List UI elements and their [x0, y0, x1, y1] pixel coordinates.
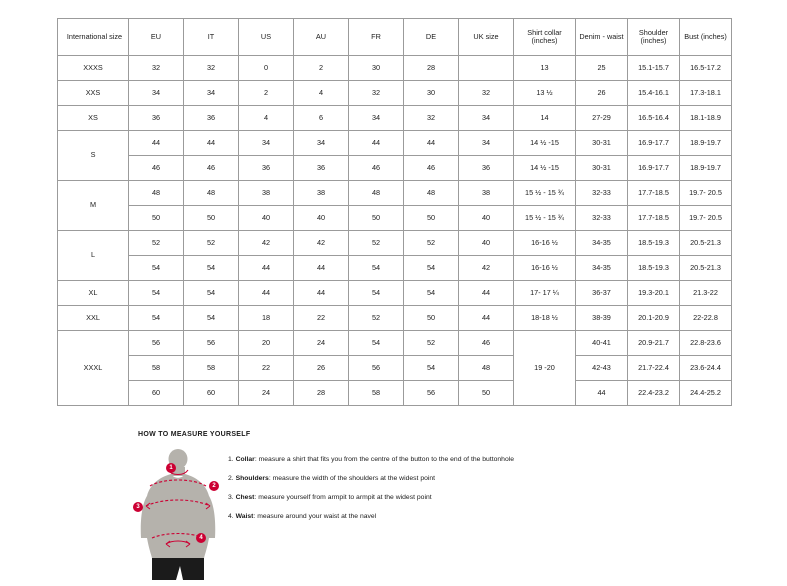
- table-cell: 34: [459, 131, 514, 156]
- size-label-cell: XXL: [58, 306, 129, 331]
- measure-instruction-item: [228, 513, 738, 521]
- instruction-number: 2.: [228, 474, 234, 482]
- table-cell: 60: [129, 381, 184, 406]
- table-cell: 18-18 ½: [514, 306, 576, 331]
- table-cell: 40: [459, 206, 514, 231]
- measure-instruction-list: [228, 446, 738, 532]
- table-cell: 54: [404, 256, 459, 281]
- table-cell: 44: [404, 131, 459, 156]
- instruction-text: : measure yourself from armpit to armpit at the widest point: [254, 493, 432, 501]
- table-cell: 58: [129, 356, 184, 381]
- column-header-5: FR: [349, 19, 404, 56]
- table-cell: 32-33: [576, 181, 628, 206]
- table-cell: 20.9-21.7: [628, 331, 680, 356]
- callout-4: 4: [196, 533, 206, 543]
- table-cell: 46: [404, 156, 459, 181]
- table-cell: 42: [459, 256, 514, 281]
- table-cell: 14 ½ -15: [514, 156, 576, 181]
- table-cell: 15 ½ - 15 ¾: [514, 181, 576, 206]
- table-cell: 34-35: [576, 231, 628, 256]
- column-header-4: AU: [294, 19, 349, 56]
- table-cell: 52: [404, 231, 459, 256]
- table-cell: 18.5-19.3: [628, 231, 680, 256]
- table-cell: 54: [404, 356, 459, 381]
- table-cell: 14 ½ -15: [514, 131, 576, 156]
- size-label-cell: XXXL: [58, 331, 129, 406]
- how-to-measure-body: [138, 446, 738, 571]
- table-cell: 16.9-17.7: [628, 156, 680, 181]
- table-cell: 30: [404, 81, 459, 106]
- table-cell: 36: [239, 156, 294, 181]
- table-cell: 58: [349, 381, 404, 406]
- table-cell: 50: [404, 206, 459, 231]
- column-header-7: UK size: [459, 19, 514, 56]
- table-cell: 42: [294, 231, 349, 256]
- size-chart-table: [57, 18, 732, 406]
- size-label-cell: XL: [58, 281, 129, 306]
- table-cell: 32: [129, 56, 184, 81]
- table-cell: 48: [404, 181, 459, 206]
- table-cell: 19 -20: [514, 331, 576, 406]
- table-cell: 15.4-16.1: [628, 81, 680, 106]
- table-cell: 48: [459, 356, 514, 381]
- table-row: [58, 81, 732, 106]
- how-to-measure-title: HOW TO MEASURE YOURSELF: [138, 431, 251, 438]
- size-chart-container: [57, 18, 731, 406]
- table-cell: 34: [239, 131, 294, 156]
- table-cell: 46: [129, 156, 184, 181]
- table-cell: 56: [184, 331, 239, 356]
- table-cell: 21.7-22.4: [628, 356, 680, 381]
- table-cell: 32-33: [576, 206, 628, 231]
- table-cell: 18.9-19.7: [680, 156, 732, 181]
- table-cell: 36: [129, 106, 184, 131]
- table-cell: 38-39: [576, 306, 628, 331]
- table-cell: 38: [294, 181, 349, 206]
- measure-instruction-item: [228, 494, 738, 502]
- table-header-row: [58, 19, 732, 56]
- column-header-3: US: [239, 19, 294, 56]
- table-cell: 25: [576, 56, 628, 81]
- table-cell: 36: [459, 156, 514, 181]
- table-cell: 17.7-18.5: [628, 181, 680, 206]
- table-cell: 26: [576, 81, 628, 106]
- table-cell: 34: [184, 81, 239, 106]
- table-cell: 17.7-18.5: [628, 206, 680, 231]
- table-body: [58, 56, 732, 406]
- table-cell: 48: [349, 181, 404, 206]
- table-cell: 24.4-25.2: [680, 381, 732, 406]
- callout-3: 3: [133, 502, 143, 512]
- table-cell: 34: [349, 106, 404, 131]
- table-cell: 16.5-16.4: [628, 106, 680, 131]
- table-cell: [459, 56, 514, 81]
- table-cell: 15.1-15.7: [628, 56, 680, 81]
- table-cell: 32: [184, 56, 239, 81]
- table-cell: 54: [129, 256, 184, 281]
- table-cell: 48: [184, 181, 239, 206]
- table-cell: 44: [294, 281, 349, 306]
- table-cell: 44: [459, 281, 514, 306]
- table-cell: 28: [294, 381, 349, 406]
- table-cell: 54: [404, 281, 459, 306]
- table-cell: 24: [239, 381, 294, 406]
- how-to-measure-section: [138, 431, 738, 571]
- table-cell: 34: [459, 106, 514, 131]
- table-cell: 20.5-21.3: [680, 231, 732, 256]
- table-cell: 54: [349, 281, 404, 306]
- table-row: [58, 356, 732, 381]
- table-cell: 30-31: [576, 131, 628, 156]
- table-cell: 44: [239, 256, 294, 281]
- measure-instruction-item: [228, 475, 738, 483]
- table-cell: 20.1-20.9: [628, 306, 680, 331]
- table-cell: 18.9-19.7: [680, 131, 732, 156]
- table-cell: 54: [184, 281, 239, 306]
- table-cell: 34: [129, 81, 184, 106]
- table-cell: 54: [349, 331, 404, 356]
- table-cell: 32: [459, 81, 514, 106]
- table-cell: 13: [514, 56, 576, 81]
- size-label-cell: S: [58, 131, 129, 181]
- column-header-10: Shoulder (inches): [628, 19, 680, 56]
- table-cell: 30: [349, 56, 404, 81]
- table-cell: 44: [349, 131, 404, 156]
- torso-illustration: [138, 446, 228, 581]
- table-cell: 60: [184, 381, 239, 406]
- column-header-8: Shirt collar (inches): [514, 19, 576, 56]
- instruction-text: : measure the width of the shoulders at the widest point: [268, 474, 436, 482]
- table-cell: 22-22.8: [680, 306, 732, 331]
- table-cell: 42-43: [576, 356, 628, 381]
- table-cell: 24: [294, 331, 349, 356]
- table-cell: 13 ½: [514, 81, 576, 106]
- table-cell: 52: [404, 331, 459, 356]
- table-cell: 4: [239, 106, 294, 131]
- table-cell: 16.5-17.2: [680, 56, 732, 81]
- table-cell: 18.5-19.3: [628, 256, 680, 281]
- table-cell: 20: [239, 331, 294, 356]
- table-row: [58, 256, 732, 281]
- table-cell: 2: [294, 56, 349, 81]
- table-cell: 19.7- 20.5: [680, 206, 732, 231]
- table-cell: 54: [184, 256, 239, 281]
- table-cell: 50: [129, 206, 184, 231]
- instruction-text: : measure a shirt that fits you from the centre of the button to the end of the buttonhole: [254, 456, 515, 463]
- table-cell: 38: [459, 181, 514, 206]
- table-cell: 52: [349, 306, 404, 331]
- table-row: [58, 231, 732, 256]
- table-row: [58, 156, 732, 181]
- table-cell: 23.6-24.4: [680, 356, 732, 381]
- table-cell: 50: [349, 206, 404, 231]
- table-cell: 18.1-18.9: [680, 106, 732, 131]
- table-cell: 40: [239, 206, 294, 231]
- table-row: [58, 56, 732, 81]
- table-cell: 32: [404, 106, 459, 131]
- column-header-0: International size: [58, 19, 129, 56]
- table-cell: 16-16 ½: [514, 256, 576, 281]
- table-cell: 30-31: [576, 156, 628, 181]
- table-row: [58, 381, 732, 406]
- column-header-9: Denim - waist: [576, 19, 628, 56]
- table-row: [58, 281, 732, 306]
- table-cell: 46: [349, 156, 404, 181]
- table-cell: 52: [349, 231, 404, 256]
- size-label-cell: M: [58, 181, 129, 231]
- table-cell: 36: [294, 156, 349, 181]
- table-cell: 0: [239, 56, 294, 81]
- table-cell: 54: [349, 256, 404, 281]
- table-cell: 46: [459, 331, 514, 356]
- table-cell: 50: [404, 306, 459, 331]
- size-label-cell: XS: [58, 106, 129, 131]
- table-cell: 6: [294, 106, 349, 131]
- table-row: [58, 331, 732, 356]
- table-cell: 19.7- 20.5: [680, 181, 732, 206]
- table-cell: 14: [514, 106, 576, 131]
- table-row: [58, 106, 732, 131]
- table-cell: 32: [349, 81, 404, 106]
- table-cell: 15 ½ - 15 ¾: [514, 206, 576, 231]
- table-cell: 48: [129, 181, 184, 206]
- size-label-cell: L: [58, 231, 129, 281]
- table-cell: 50: [459, 381, 514, 406]
- table-cell: 36-37: [576, 281, 628, 306]
- table-cell: 40-41: [576, 331, 628, 356]
- table-cell: 36: [184, 106, 239, 131]
- table-cell: 50: [184, 206, 239, 231]
- table-cell: 34: [294, 131, 349, 156]
- table-cell: 22.4-23.2: [628, 381, 680, 406]
- table-cell: 20.5-21.3: [680, 256, 732, 281]
- table-cell: 56: [129, 331, 184, 356]
- table-cell: 19.3-20.1: [628, 281, 680, 306]
- table-cell: 42: [239, 231, 294, 256]
- table-cell: 38: [239, 181, 294, 206]
- instruction-number: 3.: [228, 493, 234, 501]
- table-cell: 44: [459, 306, 514, 331]
- table-cell: 18: [239, 306, 294, 331]
- table-cell: 40: [294, 206, 349, 231]
- instruction-term: Chest: [235, 493, 255, 501]
- table-cell: 17- 17 ¼: [514, 281, 576, 306]
- column-header-6: DE: [404, 19, 459, 56]
- instruction-term: Shoulders: [235, 474, 269, 482]
- table-cell: 22: [294, 306, 349, 331]
- table-cell: 56: [404, 381, 459, 406]
- table-cell: 54: [129, 281, 184, 306]
- table-cell: 58: [184, 356, 239, 381]
- table-cell: 52: [129, 231, 184, 256]
- table-cell: 46: [184, 156, 239, 181]
- instruction-number: 1.: [228, 456, 234, 463]
- measure-instruction-item: [228, 456, 738, 464]
- table-cell: 16-16 ½: [514, 231, 576, 256]
- table-cell: 2: [239, 81, 294, 106]
- column-header-2: IT: [184, 19, 239, 56]
- table-cell: 44: [129, 131, 184, 156]
- size-label-cell: XXS: [58, 81, 129, 106]
- table-cell: 4: [294, 81, 349, 106]
- callout-2: 2: [209, 481, 219, 491]
- table-cell: 44: [294, 256, 349, 281]
- instruction-term: Waist: [235, 512, 254, 520]
- table-cell: 21.3-22: [680, 281, 732, 306]
- table-cell: 54: [184, 306, 239, 331]
- table-cell: 44: [239, 281, 294, 306]
- table-row: [58, 131, 732, 156]
- table-row: [58, 181, 732, 206]
- table-row: [58, 306, 732, 331]
- table-cell: 40: [459, 231, 514, 256]
- table-cell: 56: [349, 356, 404, 381]
- column-header-11: Bust (inches): [680, 19, 732, 56]
- table-cell: 52: [184, 231, 239, 256]
- table-cell: 44: [576, 381, 628, 406]
- table-cell: 22.8-23.6: [680, 331, 732, 356]
- table-cell: 27-29: [576, 106, 628, 131]
- size-label-cell: XXXS: [58, 56, 129, 81]
- column-header-1: EU: [129, 19, 184, 56]
- table-cell: 34-35: [576, 256, 628, 281]
- instruction-term: Collar: [235, 456, 255, 463]
- table-cell: 17.3-18.1: [680, 81, 732, 106]
- instruction-text: : measure around your waist at the navel: [253, 512, 377, 520]
- table-cell: 44: [184, 131, 239, 156]
- instruction-number: 4.: [228, 512, 234, 520]
- body-diagram: [138, 446, 228, 571]
- table-cell: 26: [294, 356, 349, 381]
- table-cell: 16.9-17.7: [628, 131, 680, 156]
- table-cell: 28: [404, 56, 459, 81]
- callout-1: 1: [166, 463, 176, 473]
- table-row: [58, 206, 732, 231]
- table-cell: 54: [129, 306, 184, 331]
- table-cell: 22: [239, 356, 294, 381]
